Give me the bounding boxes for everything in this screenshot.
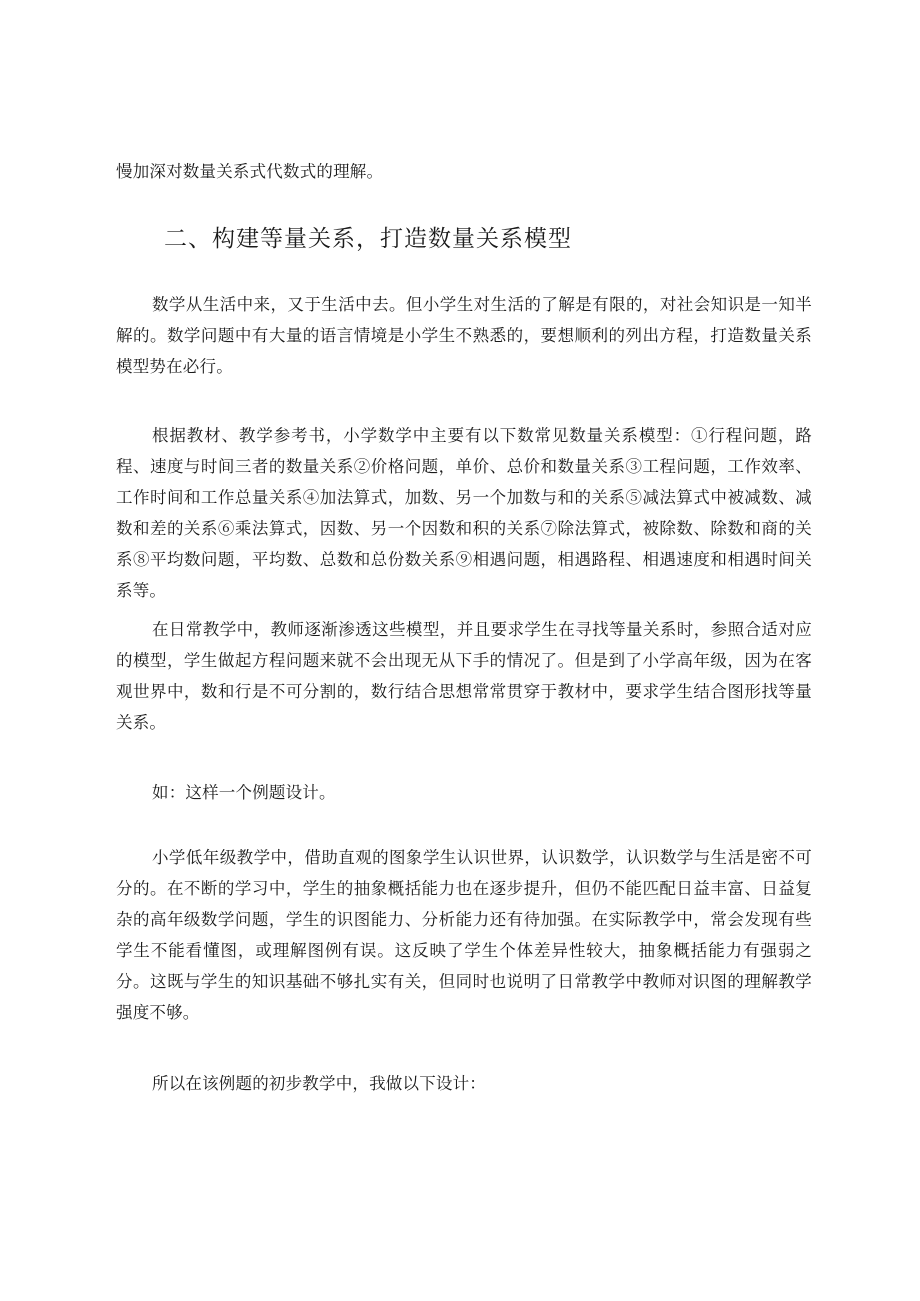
section-heading: 二、构建等量关系，打造数量关系模型 — [164, 226, 572, 252]
paragraph-1: 数学从生活中来，又于生活中去。但小学生对生活的了解是有限的，对社会知识是一知半解的。数学问题中有大量的语言情境是小学生不熟悉的，要想顺利的列出方程，打造数量关系模型势在必行。 — [116, 295, 812, 376]
paragraph-4: 如：这样一个例题设计。 — [152, 783, 336, 802]
paragraph-2: 根据教材、教学参考书，小学数学中主要有以下数常见数量关系模型：①行程问题，路程、速度与时间三者的数量关系②价格问题，单价、总价和数量关系③工程问题，工作效率、工作时间和工作总量关系④加法算式，加数、另一个加数与和的关系⑤减法算式中被减数、减数和差的关系⑥乘法算式，因数、另一个因数和积的关系⑦除法算式，被除数、除数和商的关系⑧平均数问题，平均数、总数和总份数关系⑨相遇问题，相遇路程、相遇速度和相遇时间关系等。 — [116, 426, 812, 600]
continuation-text: 慢加深对数量关系式代数式的理解。 — [116, 162, 384, 181]
paragraph-5: 小学低年级教学中，借助直观的图象学生认识世界，认识数学，认识数学与生活是密不可分的。在不断的学习中，学生的抽象概括能力也在逐步提升，但仍不能匹配日益丰富、日益复杂的高年级数学问题，学生的识图能力、分析能力还有待加强。在实际教学中，常会发现有些学生不能看懂图，或理解图例有误。这反映了学生个体差异性较大，抽象概括能力有强弱之分。这既与学生的知识基础不够扎实有关，但同时也说明了日常教学中教师对识图的理解教学强度不够。 — [116, 848, 812, 1022]
paragraph-6: 所以在该例题的初步教学中，我做以下设计： — [152, 1074, 486, 1093]
paragraph-3: 在日常教学中，教师逐渐渗透这些模型，并且要求学生在寻找等量关系时，参照合适对应的模型，学生做起方程问题来就不会出现无从下手的情况了。但是到了小学高年级，因为在客观世界中，数和行是不可分割的，数行结合思想常常贯穿于教材中，要求学生结合图形找等量关系。 — [116, 620, 812, 732]
